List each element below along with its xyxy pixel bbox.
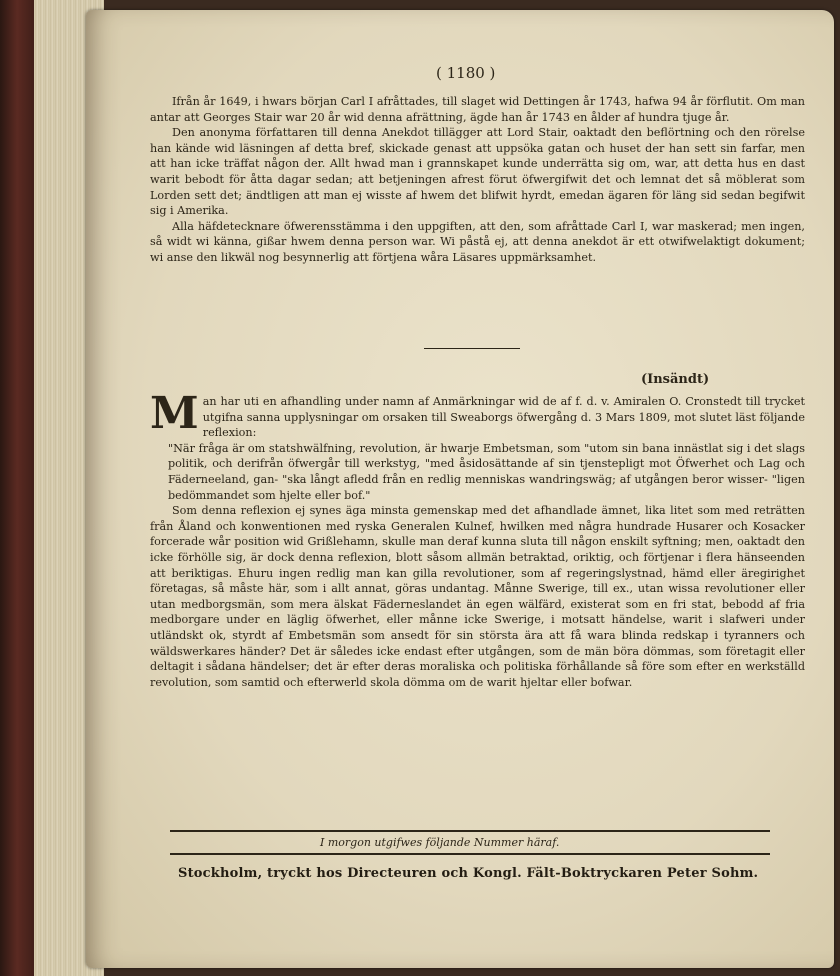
- printer-imprint: Stockholm, tryckt hos Directeuren och Kongl. Fält-Boktryckaren Peter Sohm.: [178, 866, 759, 881]
- article-top: [150, 94, 805, 266]
- book-page: [86, 10, 834, 968]
- paragraph-1: Ifrån år 1649, i hwars början Carl I afråttades, till slaget wid Dettingen år 1743, hafwa 94 år förflutit. Om man antar att Georges Stair war 20 år wid denna afrättning, ägde han år 1743 en ålder af hundra tjuge år.: [150, 95, 805, 124]
- page-number: ( 1180 ): [436, 64, 496, 82]
- section-heading: (Insändt): [641, 372, 710, 387]
- article-bottom: [150, 388, 805, 690]
- footer-rule-top: [170, 830, 770, 832]
- footer-rule-bottom: [170, 853, 770, 855]
- paragraph-3: Alla häfdetecknare öfwerensstämma i den uppgiften, att den, som afråttade Carl I, war maskerad; men ingen, så widt wi känna, gißar hwem denna person war. Wi påstå ej, att denna anekdot är ett otwifwelaktigt dokument; wi anse den likwäl nog besynnerlig att förtjena wåra Läsares uppmärksamhet.: [150, 219, 805, 264]
- quoted-reflexion: "När fråga är om statshwälfning, revolution, är hwarje Embetsman, som "utom sin bana innästlat sig i det slags politik, och derifrån öfwergår till werkstyg, "med åsidosättande af sin tjenstepligt mot Öfwerhet och Lag och Fäderneeland, gan- "ska långt afledd från en redlig menniskas wandringswäg; af utgången beror wisser- "ligen bedömmandet som hjelte eller bof.": [168, 441, 805, 502]
- section-divider: [424, 348, 520, 349]
- paragraph-5: Som denna reflexion ej synes äga minsta gemenskap med det afhandlade ämnet, lika litet som med reträtten från Åland och konwentionen med ryska Generalen Kulnef, hwilken med några hundrade Husarer och Kosacker forcerade wår position wid Grißlehamn, skulle man deraf kunna sluta till någon enskilt syftning; men, oaktadt den icke förhölle sig, är dock denna reflexion, blott såsom allmän betraktad, oriktig, och förtjenar i flera hänseenden att beriktigas. Ehuru ingen redlig man kan gilla revolutioner, som af regeringslystnad, hämd eller äregirighet företagas, så måste här, som i allt annat, göras undantag. Månne Swerige, till ex., utan wissa revolutioner eller utan medborgsmän, som mera älskat Fäderneslandet än egen wälfärd, existerat som en fri stat, bebodd af fria medborgare under en läglig öfwerhet, eller månne icke Swerige, i motsatt händelse, warit i slafweri under utländskt ok, styrdt af Embetsmän som ansedt för sin största ära att få wara blinda redskap i tyranners och wäldswerkares händer? Det är således icke endast efter utgången, som de män böra dömmas, som företagit eller deltagit i sådana händelser; det är efter deras moraliska och politiska förhållande så före som efter en werkställd revolution, som samtid och efterwerld skola dömma om de warit hjeltar eller bofwar.: [150, 504, 805, 689]
- paragraph-4-text: an har uti en afhandling under namn af Anmärkningar wid de af f. d. v. Amiralen O. Cronstedt till trycket utgifna sanna upplysningar om orsaken till Sweaborgs öfwergång d. 3 Mars 1809, mot slutet läst följande reflexion:: [202, 395, 805, 440]
- paragraph-2: Den anonyma författaren till denna Anekdot tillägger att Lord Stair, oaktadt den beflörtning och den rörelse han kände wid läsningen af detta bref, skickade genast att uppsöka gatan och huset der han sett sin farfar, men att han icke träffat någon der. Allt hwad man i grannskapet kunde underrätta sig om, war, att detta hus en dast warit bebodt för åtta dagar sedan; att betjeningen afrest förut öfwergifwit det och lemnat det så möblerat som Lorden sett det; ändtligen att man ej wisste af hwem det blifwit hyrdt, emedan ägaren för läng sid sedan begifwit sig i Amerika.: [150, 126, 805, 218]
- drop-capital: M: [150, 388, 199, 439]
- book-binding: [0, 0, 38, 976]
- next-issue-note: I morgon utgifwes följande Nummer häraf.: [320, 836, 560, 849]
- paragraph-4: [150, 388, 805, 441]
